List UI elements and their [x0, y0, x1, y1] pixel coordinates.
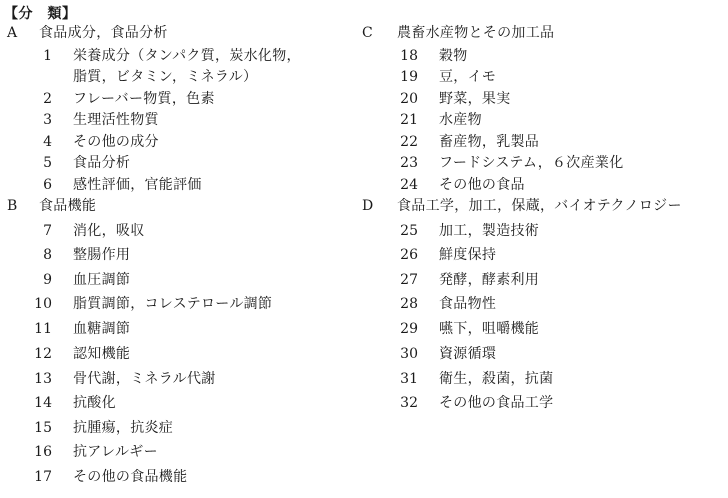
item-20-number: 20: [400, 91, 418, 107]
item-10-number: 10: [34, 296, 52, 312]
item-4-number: 4: [43, 134, 52, 150]
item-27-label: 発酵，酵素利用: [439, 272, 540, 288]
item-30-number: 30: [400, 346, 418, 362]
item-17-label: その他の食品機能: [73, 469, 188, 485]
item-21-label: 水産物: [439, 112, 482, 128]
item-16-label: 抗アレルギー: [73, 444, 158, 460]
item-1-label-line-2: 脂質，ビタミン，ミネラル）: [73, 69, 258, 85]
item-28-number: 28: [400, 296, 418, 312]
item-4-label: その他の成分: [73, 134, 159, 150]
item-8-label: 整腸作用: [73, 247, 131, 263]
item-22-number: 22: [400, 134, 418, 150]
item-6-label: 感性評価，官能評価: [73, 177, 202, 193]
item-7-number: 7: [43, 223, 52, 239]
item-26-label: 鮮度保持: [439, 247, 497, 263]
item-27-number: 27: [400, 272, 418, 288]
item-16-number: 16: [34, 444, 52, 460]
item-8-number: 8: [43, 247, 52, 263]
item-28-label: 食品物性: [439, 296, 497, 312]
item-24-number: 24: [400, 177, 418, 193]
item-24-label: その他の食品: [439, 177, 525, 193]
item-30-label: 資源循環: [439, 346, 497, 362]
item-13-number: 13: [34, 371, 52, 387]
item-25-label: 加工，製造技術: [439, 223, 540, 239]
item-14-label: 抗酸化: [73, 395, 116, 411]
item-2-label: フレーバー物質，色素: [73, 91, 215, 107]
item-1-number: 1: [43, 48, 52, 64]
page-title: 【分 類】: [4, 6, 77, 22]
item-20-label: 野菜，果実: [439, 91, 511, 107]
item-23-label: フードシステム，６次産業化: [439, 155, 624, 171]
item-22-label: 畜産物，乳製品: [439, 134, 540, 150]
item-10-label: 脂質調節，コレステロール調節: [73, 296, 273, 312]
category-c-letter: C: [362, 25, 373, 41]
item-31-number: 31: [400, 371, 418, 387]
item-23-number: 23: [400, 155, 418, 171]
item-17-number: 17: [34, 469, 52, 485]
item-32-number: 32: [400, 395, 418, 411]
category-d-title: 食品工学，加工，保蔵，バイオテクノロジー: [397, 198, 682, 214]
category-d-letter: D: [362, 198, 374, 214]
category-a-letter: A: [7, 25, 18, 41]
item-11-label: 血糖調節: [73, 321, 131, 337]
item-11-number: 11: [34, 321, 52, 337]
item-19-label: 豆，イモ: [439, 69, 497, 85]
item-5-number: 5: [43, 155, 52, 171]
item-9-number: 9: [43, 272, 52, 288]
item-26-number: 26: [400, 247, 418, 263]
item-3-label: 生理活性物質: [73, 112, 159, 128]
item-13-label: 骨代謝，ミネラル代謝: [73, 371, 216, 387]
item-25-number: 25: [400, 223, 418, 239]
category-c-title: 農畜水産物とその加工品: [397, 25, 555, 41]
item-12-label: 認知機能: [73, 346, 131, 362]
category-a-title: 食品成分，食品分析: [39, 25, 168, 41]
item-5-label: 食品分析: [73, 155, 131, 171]
item-12-number: 12: [34, 346, 52, 362]
item-6-number: 6: [43, 177, 52, 193]
item-14-number: 14: [34, 395, 52, 411]
item-3-number: 3: [43, 112, 52, 128]
item-2-number: 2: [43, 91, 52, 107]
item-15-label: 抗腫瘍，抗炎症: [73, 420, 174, 436]
category-b-letter: B: [7, 198, 18, 214]
item-19-number: 19: [400, 69, 418, 85]
item-29-label: 嚥下，咀嚼機能: [439, 321, 540, 337]
item-21-number: 21: [400, 112, 418, 128]
item-31-label: 衛生，殺菌，抗菌: [439, 371, 554, 387]
item-18-number: 18: [400, 48, 418, 64]
item-7-label: 消化，吸収: [73, 223, 145, 239]
category-b-title: 食品機能: [39, 198, 97, 214]
item-1-label-line-1: 栄養成分（タンパク質，炭水化物，: [73, 48, 301, 64]
item-18-label: 穀物: [439, 48, 468, 64]
item-15-number: 15: [34, 420, 52, 436]
item-32-label: その他の食品工学: [439, 395, 554, 411]
item-9-label: 血圧調節: [73, 272, 131, 288]
item-29-number: 29: [400, 321, 418, 337]
